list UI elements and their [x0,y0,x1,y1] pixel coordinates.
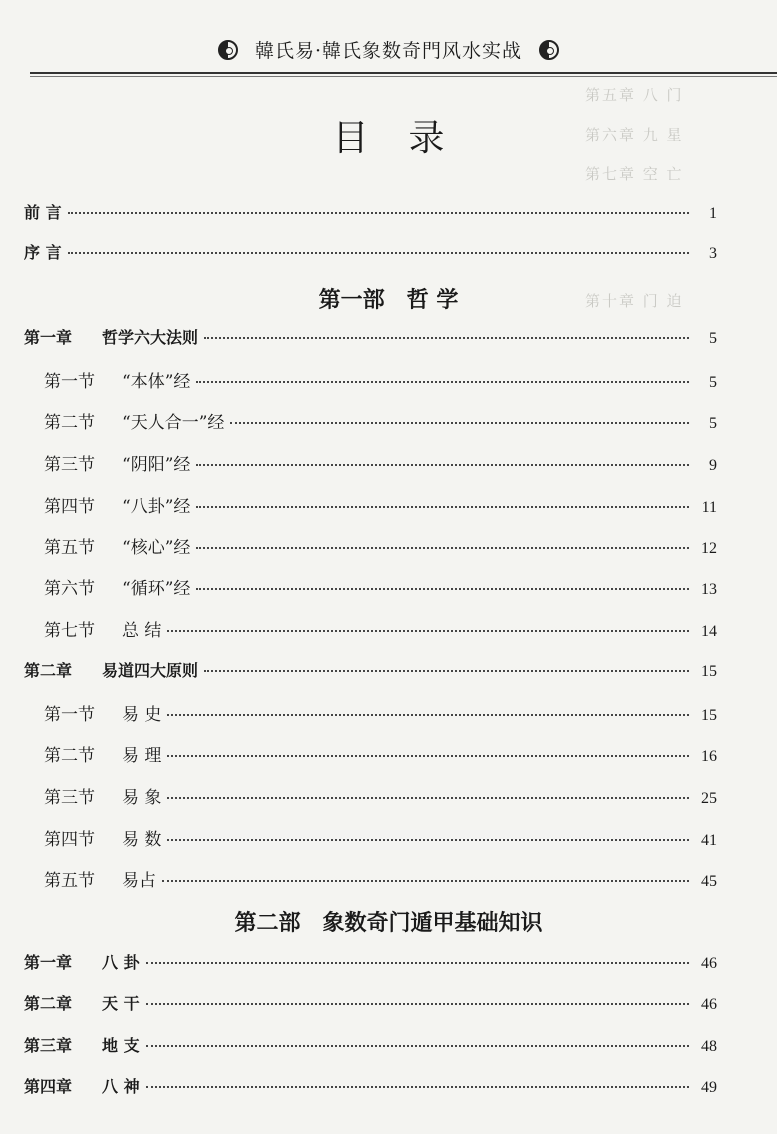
section-number: 第二节 [44,413,95,433]
dot-leader [196,588,689,590]
toc-entry-label [24,991,140,1014]
dot-leader [162,880,689,882]
toc-entry-label [24,950,140,973]
section-number: 第三节 [44,788,95,808]
dot-leader [68,212,689,214]
chapter-title: 八 卦 [102,953,140,972]
part-title: 象数奇门遁甲基础知识 [322,910,543,936]
toc-section[interactable] [44,866,717,892]
dot-leader [230,422,689,424]
page-number: 13 [701,581,717,598]
toc-section[interactable] [44,783,717,809]
dot-leader [204,670,689,672]
toc-section[interactable] [44,616,717,642]
toc-entry-label [24,1033,140,1056]
page-number: 46 [701,996,717,1013]
toc-entry-label: 前 言 [24,203,62,222]
page-number: 48 [701,1038,717,1055]
toc-section[interactable] [44,700,717,726]
dot-leader [167,839,689,841]
chapter-title: 地 支 [102,1036,140,1055]
bleed-through-text: 第七章 空 亡 [585,165,684,183]
toc-entry-label: 序 言 [24,243,62,262]
section-title: 易 数 [122,830,162,850]
page-number: 41 [701,832,717,849]
toc-chapter[interactable] [24,1033,717,1059]
section-title: 易 史 [122,705,162,725]
chapter-number: 第四章 [24,1077,73,1096]
toc-section[interactable] [44,367,717,393]
toc-chapter[interactable] [24,325,717,351]
yin-yang-icon [539,40,559,60]
page-number: 5 [709,374,717,391]
section-title: “阴阳”经 [122,455,191,475]
dot-leader [204,337,689,339]
dot-leader [196,381,689,383]
dot-leader [167,797,689,799]
toc-entry-preface[interactable] [24,200,717,226]
chapter-number: 第一章 [24,328,73,347]
toc-section[interactable] [44,574,717,600]
chapter-title: 八 神 [102,1077,140,1096]
section-number: 第三节 [44,455,95,475]
dot-leader [167,630,689,632]
page-number: 5 [709,330,717,347]
page-number: 49 [701,1079,717,1096]
running-header [0,36,777,72]
section-number: 第四节 [44,830,95,850]
dot-leader [146,1086,689,1088]
page-number: 12 [701,540,717,557]
section-title: “天人合一”经 [122,413,225,433]
toc-section[interactable] [44,408,717,434]
toc-entry-foreword[interactable] [24,240,717,266]
page-number: 15 [701,707,717,724]
page-number: 5 [709,415,717,432]
chapter-number: 第三章 [24,1036,73,1055]
toc-section[interactable] [44,825,717,851]
header-rule [30,76,777,77]
part-heading [0,283,777,314]
bleed-through-text: 第六章 九 星 [585,126,684,144]
toc-entry-label [24,1074,140,1097]
section-number: 第四节 [44,497,95,517]
section-number: 第一节 [44,705,95,725]
dot-leader [167,755,689,757]
bleed-through-text: 第十章 门 迫 [585,292,684,310]
chapter-title: 天 干 [102,994,140,1013]
header-rule [30,72,777,74]
toc-chapter[interactable] [24,991,717,1017]
page-number: 15 [701,663,717,680]
dot-leader [196,547,689,549]
toc-section[interactable] [44,741,717,767]
section-title: 易 理 [122,746,162,766]
section-title: 易占 [122,871,156,891]
dot-leader [68,252,689,254]
toc-section[interactable] [44,450,717,476]
section-number: 第五节 [44,538,95,558]
page-number: 1 [709,205,717,222]
section-title: 总 结 [122,621,162,641]
part-number: 第一部 [318,287,385,313]
section-number: 第一节 [44,372,95,392]
section-title: “八卦”经 [122,497,191,517]
chapter-number: 第一章 [24,953,73,972]
dot-leader [167,714,689,716]
page-number: 14 [701,623,717,640]
toc-section[interactable] [44,492,717,518]
chapter-number: 第二章 [24,661,73,680]
chapter-title: 哲学六大法则 [102,328,199,347]
section-number: 第六节 [44,579,95,599]
toc-entry-label [24,325,198,348]
chapter-number: 第二章 [24,994,73,1013]
page-number: 9 [709,457,717,474]
section-number: 第七节 [44,621,95,641]
yin-yang-icon [218,40,238,60]
page-number: 11 [701,499,717,516]
dot-leader [196,464,689,466]
toc-chapter[interactable] [24,950,717,976]
page-number: 3 [709,245,717,262]
section-number: 第五节 [44,871,95,891]
toc-section[interactable] [44,533,717,559]
toc-entry-label [24,658,198,681]
chapter-title: 易道四大原则 [102,661,199,680]
dot-leader [146,1003,689,1005]
toc-title: 目录 [332,118,485,159]
page-number: 46 [701,955,717,972]
section-number: 第二节 [44,746,95,766]
dot-leader [146,1045,689,1047]
dot-leader [196,506,689,508]
part-number: 第二部 [234,910,301,936]
section-title: “循环”经 [122,579,191,599]
section-title: “本体”经 [122,372,191,392]
dot-leader [146,962,689,964]
toc-chapter[interactable] [24,658,717,684]
section-title: “核心”经 [122,538,191,558]
section-title: 易 象 [122,788,162,808]
book-title: 韓氏易·韓氏象数奇門风水实战 [254,40,523,62]
page-number: 25 [701,790,717,807]
bleed-through-text: 第五章 八 门 [585,86,684,104]
part-title: 哲 学 [406,287,459,313]
page-number: 45 [701,873,717,890]
toc-chapter[interactable] [24,1074,717,1100]
part-heading [0,906,777,937]
page-number: 16 [701,748,717,765]
